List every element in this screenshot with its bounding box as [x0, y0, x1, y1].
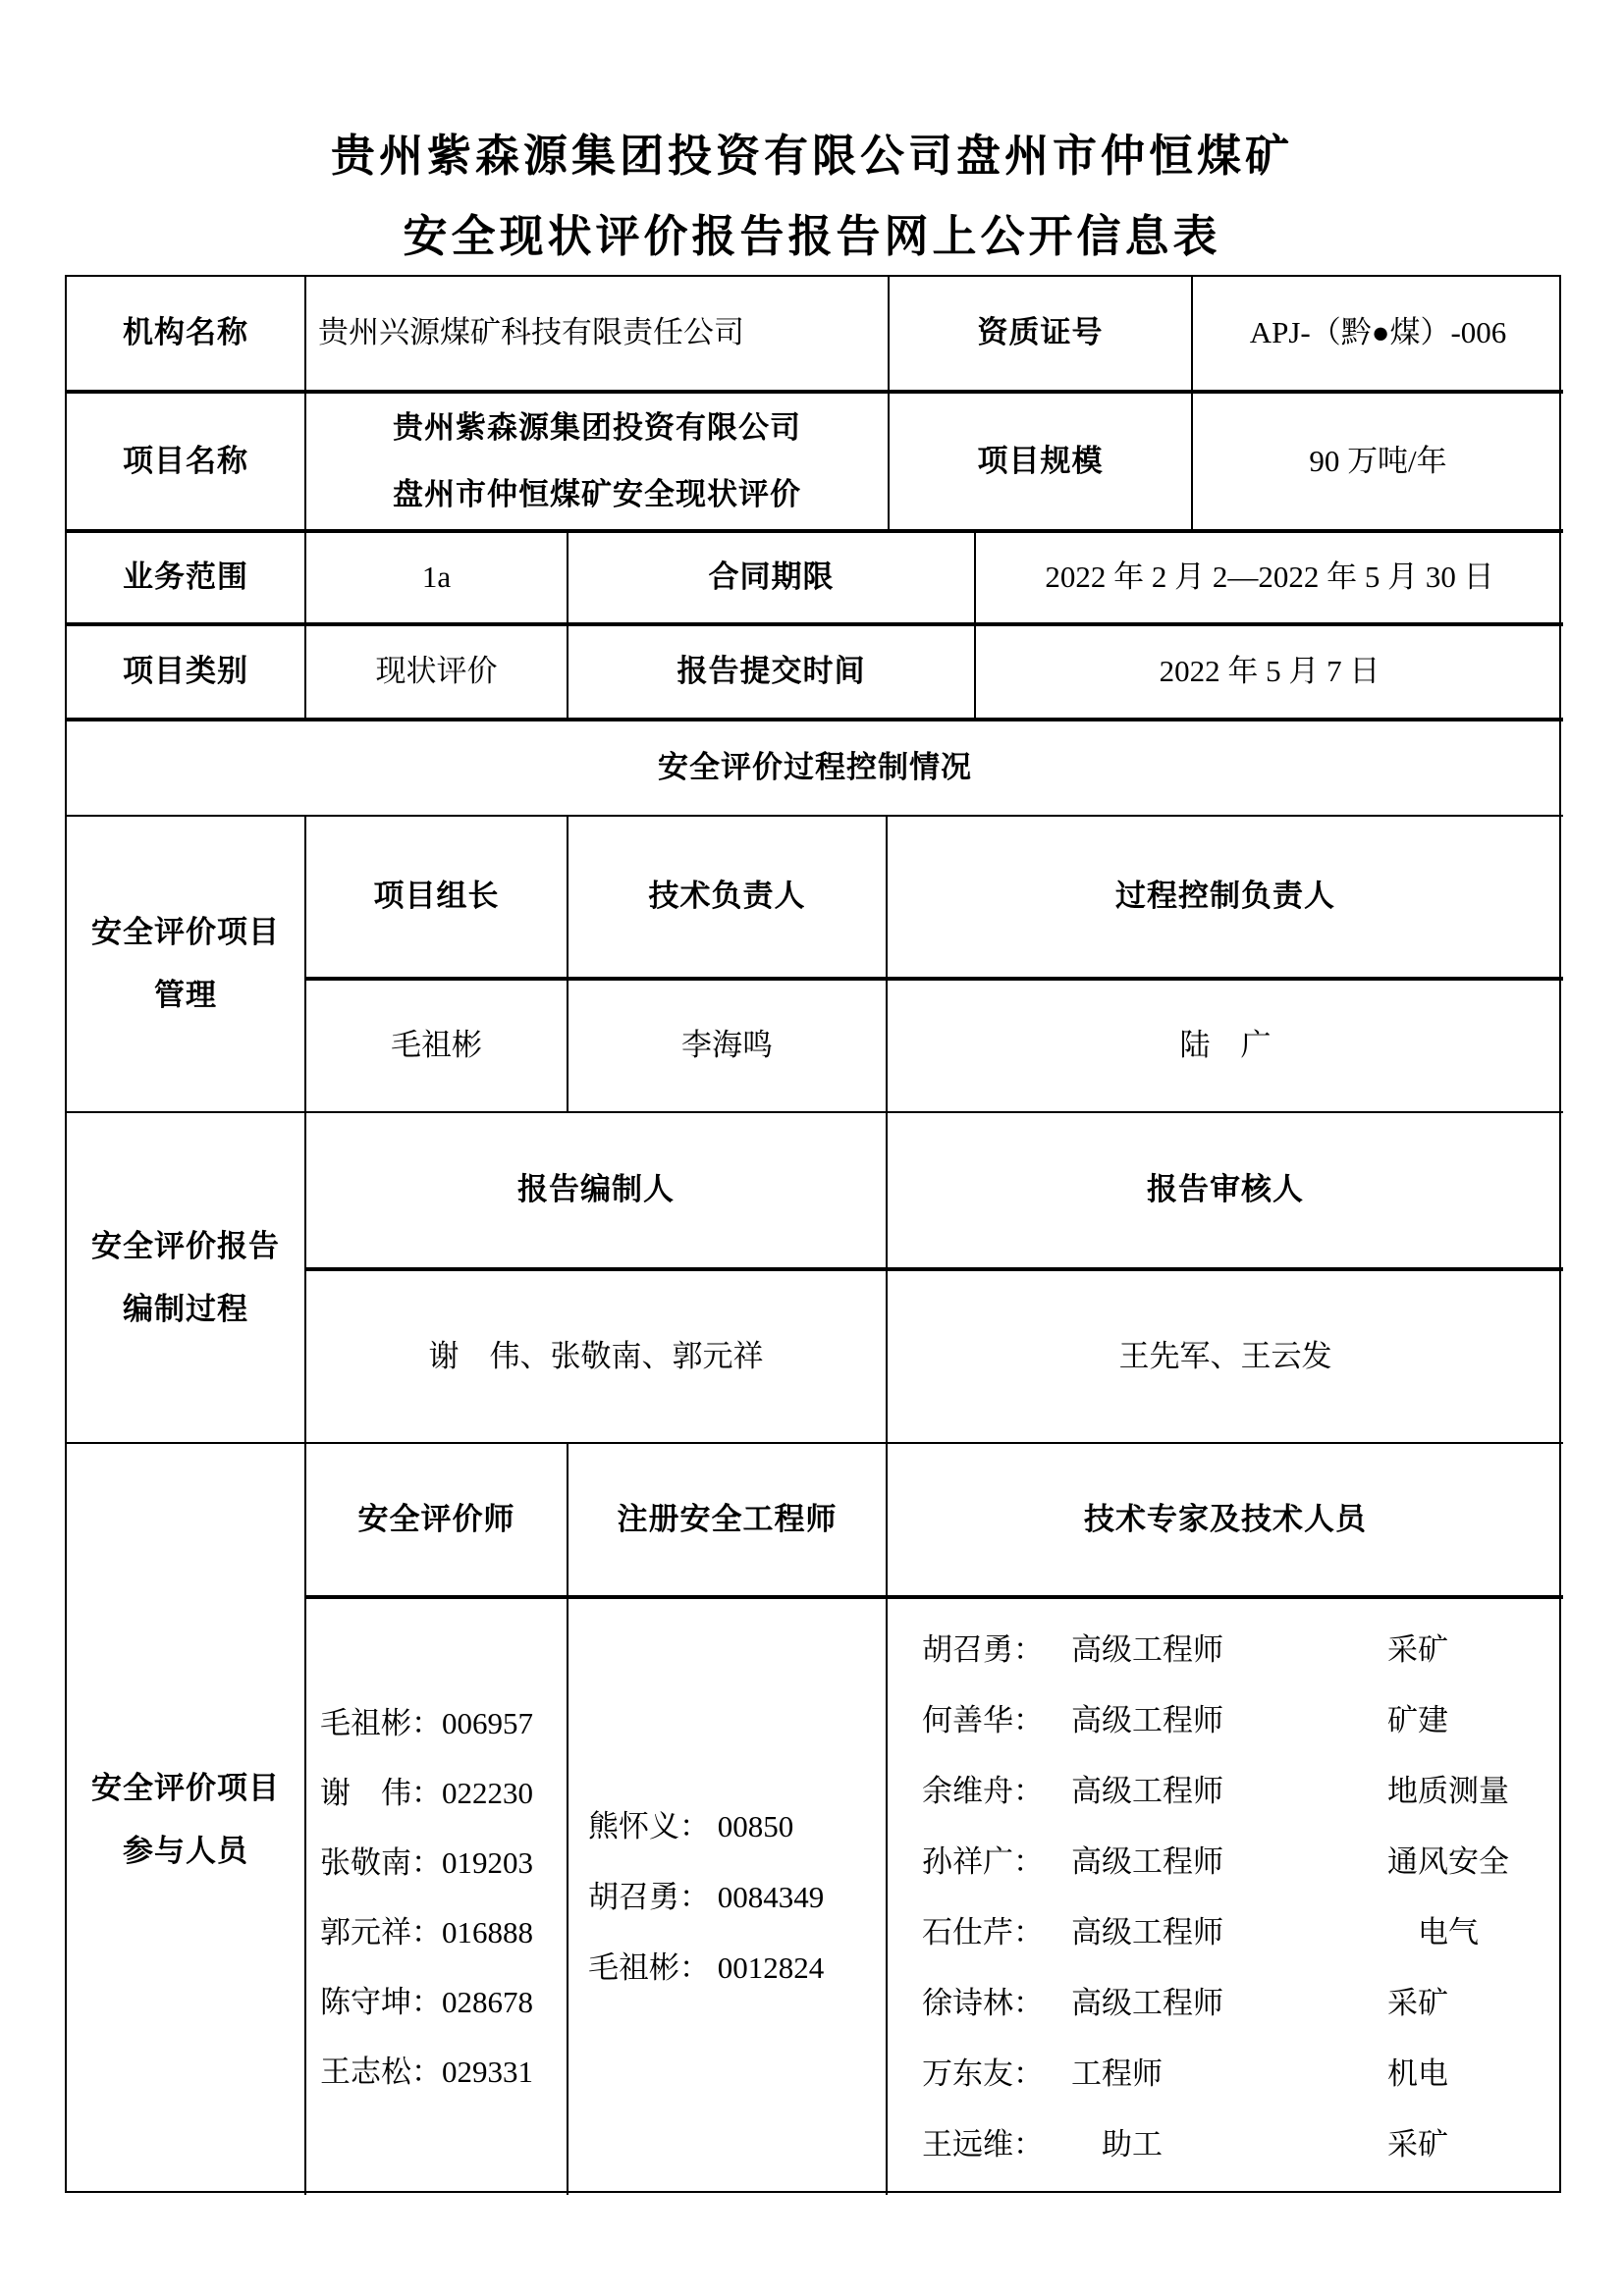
- expert-title: 高级工程师: [1071, 1631, 1223, 1667]
- expert-field: 地质测量: [1387, 1773, 1509, 1808]
- management-section-label-line2: 管理: [154, 978, 217, 1012]
- expert-name: 余维舟：: [922, 1773, 1044, 1808]
- tech-expert-item: [922, 1968, 1448, 2039]
- expert-name: 胡召勇：: [922, 1631, 1044, 1667]
- expert-name: 孙祥广：: [922, 1843, 1044, 1879]
- project-scale-label: 项目规模: [888, 390, 1191, 529]
- report-submit-time-value: 2022 年 5 月 7 日: [974, 622, 1563, 718]
- report-reviewer-value: 王先军、王云发: [886, 1267, 1563, 1442]
- page-title-line2: 安全现状评价报告报告网上公开信息表: [403, 211, 1221, 261]
- expert-title: 高级工程师: [1071, 1914, 1223, 1949]
- expert-name: 王远维：: [922, 2126, 1044, 2162]
- tech-director-value: 李海鸣: [567, 977, 886, 1111]
- report-reviewer-label: 报告审核人: [886, 1111, 1563, 1267]
- tech-expert-item: [922, 1827, 1509, 1897]
- management-section-label-line1: 安全评价项目: [91, 915, 280, 949]
- project-scale-value: 90 万吨/年: [1191, 390, 1563, 529]
- project-category-label: 项目类别: [67, 622, 304, 718]
- info-table: [65, 275, 1561, 2193]
- cert-number-value: APJ-（黔●煤）-006: [1191, 277, 1563, 390]
- page-title-line1: 贵州紫森源集团投资有限公司盘州市仲恒煤矿: [330, 131, 1293, 181]
- expert-name: 徐诗林：: [922, 1985, 1044, 2020]
- expert-title: 工程师: [1071, 2056, 1163, 2091]
- assessor-item: 谢 伟：022230: [320, 1775, 533, 1810]
- expert-field: 采矿: [1387, 1985, 1448, 2020]
- tech-expert-column-header: 技术专家及技术人员: [886, 1442, 1563, 1595]
- project-category-value: 现状评价: [304, 622, 567, 718]
- cert-number-label: 资质证号: [888, 277, 1191, 390]
- expert-name: 万东友：: [922, 2056, 1044, 2091]
- compilation-section-label-line2: 编制过程: [123, 1291, 248, 1326]
- org-name-value: 贵州兴源煤矿科技有限责任公司: [304, 277, 888, 390]
- process-control-director-value: 陆 广: [886, 977, 1563, 1111]
- tech-expert-list: [886, 1595, 1563, 2195]
- tech-expert-item: [922, 1685, 1448, 1756]
- registered-engineer-item: 熊怀义： 00850: [588, 1808, 794, 1843]
- expert-title: 高级工程师: [1071, 1843, 1223, 1879]
- tech-expert-item: [922, 1756, 1509, 1827]
- compilation-section-label-line1: 安全评价报告: [91, 1228, 280, 1263]
- expert-field: 采矿: [1387, 1631, 1448, 1667]
- business-scope-label: 业务范围: [67, 529, 304, 622]
- expert-title: 助工: [1071, 2126, 1163, 2162]
- tech-expert-item: [922, 2109, 1448, 2180]
- report-writer-label: 报告编制人: [304, 1111, 886, 1267]
- expert-field: 电气: [1387, 1914, 1479, 1949]
- participants-section-label-line1: 安全评价项目: [91, 1770, 280, 1805]
- expert-name: 石仕芹：: [922, 1914, 1044, 1949]
- assessor-item: 王志松：029331: [320, 2054, 533, 2089]
- tech-expert-item: [922, 2039, 1448, 2109]
- tech-expert-item: [922, 1897, 1479, 1968]
- contract-period-label: 合同期限: [567, 529, 974, 622]
- contract-period-value: 2022 年 2 月 2—2022 年 5 月 30 日: [974, 529, 1563, 622]
- assessor-item: 郭元祥：016888: [320, 1914, 533, 1949]
- assessor-column-header: 安全评价师: [304, 1442, 567, 1595]
- process-control-section-title: 安全评价过程控制情况: [67, 718, 1563, 815]
- registered-engineer-list: [567, 1595, 886, 2195]
- expert-field: 矿建: [1387, 1702, 1448, 1737]
- assessor-item: 毛祖彬：006957: [320, 1705, 533, 1740]
- expert-title: 高级工程师: [1071, 1773, 1223, 1808]
- report-submit-time-label: 报告提交时间: [567, 622, 974, 718]
- assessor-list: [304, 1595, 567, 2195]
- project-name-value-line1: 贵州紫森源集团投资有限公司: [393, 410, 801, 445]
- participants-section-label-line2: 参与人员: [123, 1833, 248, 1868]
- process-control-director-label: 过程控制负责人: [886, 815, 1563, 977]
- project-leader-value: 毛祖彬: [304, 977, 567, 1111]
- expert-field: 机电: [1387, 2056, 1448, 2091]
- registered-engineer-item: 毛祖彬： 0012824: [588, 1949, 825, 1985]
- expert-title: 高级工程师: [1071, 1702, 1223, 1737]
- registered-engineer-column-header: 注册安全工程师: [567, 1442, 886, 1595]
- compilation-section-label: [67, 1111, 304, 1442]
- registered-engineer-item: 胡召勇： 0084349: [588, 1879, 825, 1914]
- expert-field: 通风安全: [1387, 1843, 1509, 1879]
- tech-director-label: 技术负责人: [567, 815, 886, 977]
- management-section-label: [67, 815, 304, 1111]
- business-scope-value: 1a: [304, 529, 567, 622]
- expert-field: 采矿: [1387, 2126, 1448, 2162]
- participants-section-label: [67, 1442, 304, 2195]
- report-writer-value: 谢 伟、张敬南、郭元祥: [304, 1267, 886, 1442]
- project-name-value: [304, 390, 888, 529]
- expert-title: 高级工程师: [1071, 1985, 1223, 2020]
- org-name-label: 机构名称: [123, 315, 248, 350]
- assessor-item: 陈守坤：028678: [320, 1984, 533, 2019]
- expert-name: 何善华：: [922, 1702, 1044, 1737]
- assessor-item: 张敬南：019203: [320, 1844, 533, 1880]
- project-leader-label: 项目组长: [304, 815, 567, 977]
- project-name-value-line2: 盘州市仲恒煤矿安全现状评价: [393, 477, 801, 511]
- tech-expert-item: [922, 1615, 1448, 1685]
- project-name-label: 项目名称: [67, 390, 304, 529]
